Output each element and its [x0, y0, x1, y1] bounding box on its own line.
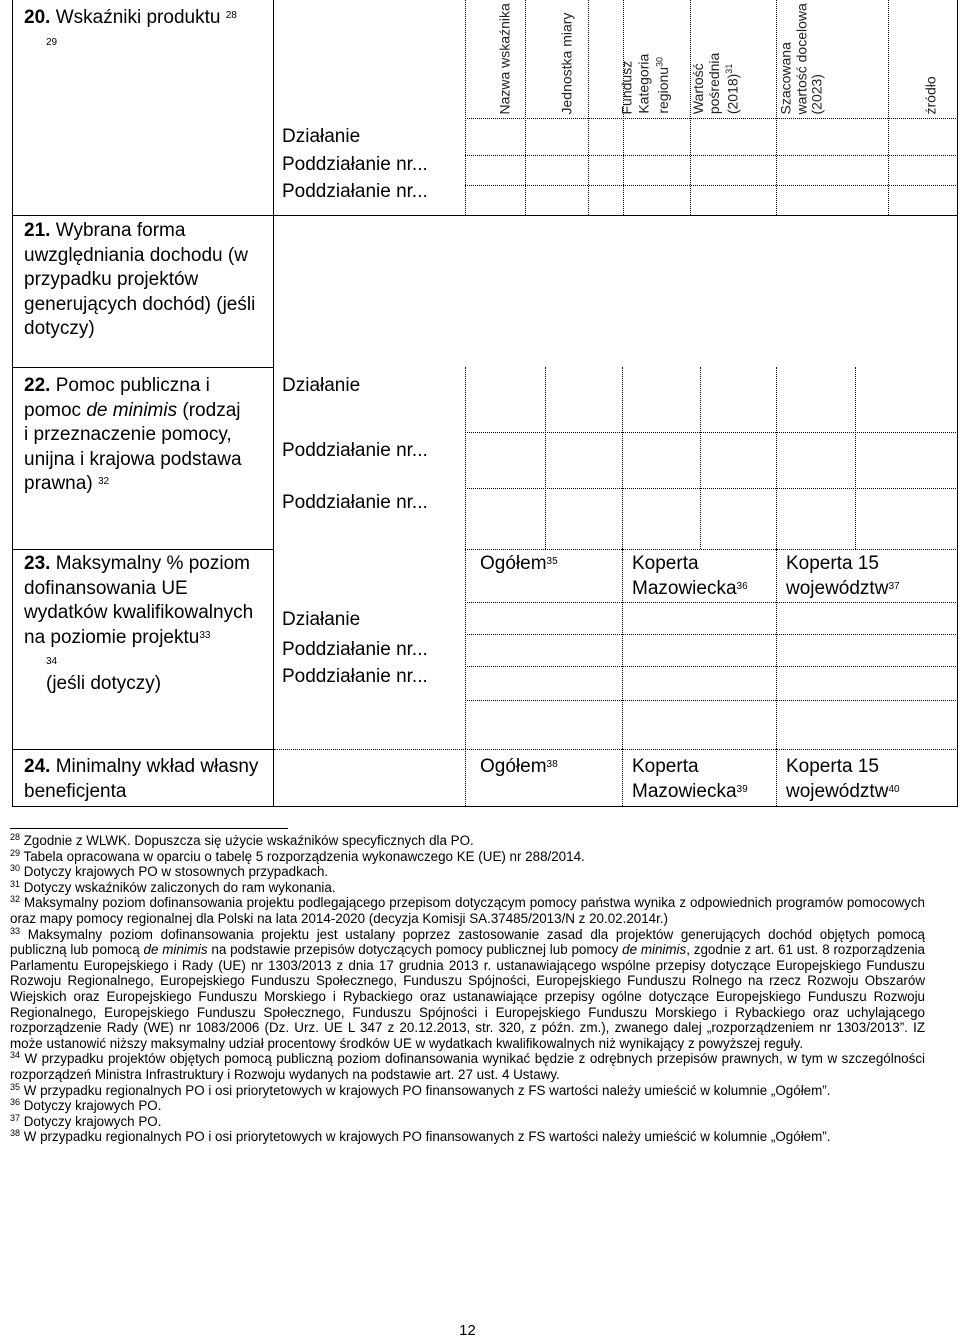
section-22-title: 22. Pomoc publiczna i pomoc de minimis (rodzaj i przeznaczenie pomocy, unijna i krajowa podstawa prawna) $^{32}$ [24, 375, 242, 494]
row24-ogolem: Ogółem$^{38}$ [480, 756, 558, 777]
footnote-29: $^{29}$ Tabela opracowana w oparciu o tabelę 5 rozporządzenia wykonawczego KE (UE) nr 288/2014. [10, 847, 585, 864]
footnote-37: $^{37}$ Dotyczy krajowych PO. [10, 1112, 162, 1129]
col-header-jednostka: Jednostka miary [558, 12, 575, 114]
grid-line [465, 549, 466, 749]
grid-line [622, 367, 623, 549]
footnote-34: $^{34}$ W przypadku projektów objętych pomocą publiczną poziom dofinansowania wynikać będzie z odrębnych przepisów prawnych, w tym w szczególności rozporządzeń Ministra Infrastruktury i Rozwoju wydanych na podstawie art. 27 ust. 4 Ustawy. [10, 1050, 925, 1082]
grid-line [465, 432, 958, 433]
row23-koperta-15: Koperta 15 województw$^{37}$ [786, 553, 900, 599]
grid-line [465, 185, 958, 186]
grid-line [855, 367, 856, 549]
row24-koperta-mazowiecka: Koperta Mazowiecka$^{39}$ [632, 756, 748, 802]
grid-line [545, 367, 546, 549]
grid-line [623, 0, 624, 215]
row23-ogolem: Ogółem$^{35}$ [480, 553, 558, 574]
grid-line [465, 155, 958, 156]
footnote-28: $^{28}$ Zgodnie z WLWK. Dopuszcza się użycie wskaźników specyficznych dla PO. [10, 832, 474, 848]
grid-line [525, 0, 526, 215]
poddzialanie-label: Poddziałanie nr... [282, 492, 428, 513]
poddzialanie-label: Poddziałanie nr... [282, 153, 428, 175]
grid-line [465, 549, 958, 550]
section-24-title: 24. Minimalny wkład własny beneficjenta [24, 756, 259, 802]
section-20-title: 20. Wskaźniki produktu $^{28}$ 29 [24, 6, 264, 49]
footnote-30: $^{30}$ Dotyczy krajowych PO w stosownych przypadkach. [10, 863, 329, 880]
grid-line [622, 749, 623, 806]
grid-line [776, 0, 777, 215]
grid-line [465, 118, 958, 119]
row-sep-22 [12, 549, 274, 550]
footnote-38: $^{38}$ W przypadku regionalnych PO i osi priorytetowych w krajowych PO finansowanych z FS wartości należy umieścić w kolumnie „Ogółem”. [10, 1128, 831, 1145]
row23-koperta-mazowiecka: Koperta Mazowiecka$^{36}$ [632, 553, 748, 599]
row-sep-20 [12, 215, 958, 216]
row24-koperta-15: Koperta 15 województw$^{40}$ [786, 756, 900, 802]
grid-line [465, 749, 466, 806]
col-header-szacowana: Szacowana wartość docelowa (2023) [777, 2, 825, 114]
grid-line [465, 666, 958, 667]
grid-line [888, 0, 889, 215]
poddzialanie-label: Poddziałanie nr... [282, 638, 428, 660]
section-23-title: 23. Maksymalny % poziom dofinansowania UE wydatków kwalifikowalnych na poziomie projektu$^{33}$ 34 (jeśli dotyczy) [24, 552, 264, 697]
footnote-31: $^{31}$ Dotyczy wskaźników zaliczonych do ram wykonania. [10, 878, 336, 895]
page-number: 12 [459, 1322, 476, 1339]
footnote-32: $^{32}$ Maksymalny poziom dofinansowania projektu podlegającego przepisom dotyczącym pomocy państwa wynika z odpowiednich programów pomocowych oraz mapy pomocy regionalnej dla Polski na lata 2014-2020 (decyzja Komisji SA.37485/2013/N z 20.02.2014r.) [10, 894, 925, 926]
section-23-tail: (jeśli dotyczy) [46, 673, 162, 694]
dzialanie-label: Działanie [282, 609, 361, 630]
grid-line [588, 0, 589, 215]
col-header-kategoria: Kategoria regionu$^{30}$ [635, 54, 671, 114]
dzialanie-block-22 [282, 374, 428, 516]
grid-line [465, 700, 958, 701]
section-23-footref: 34 [46, 656, 58, 667]
grid-line [690, 0, 691, 215]
section-21-title: 21. Wybrana forma uwzględniania dochodu (w przypadku projektów generujących dochód) (jeśli dotyczy) [24, 220, 256, 339]
row-sep-23 [12, 749, 274, 750]
dzialanie-label: Działanie [282, 126, 361, 147]
footnote-33: $^{33}$ Maksymalny poziom dofinansowania projektu jest ustalany poprzez zastosowanie zasad dla projektów generujących dochód objętych pomocą publiczną lub pomocą de minimis na podstawie przepisów dotyczących pomocy publicznej lub pomocy de minimis, zgodnie z art. 61 ust. 8 rozporządzenia Parlamentu Europejskiego i Rady (UE) nr 1303/2013 z dnia 17 grudnia 2013 r. ustanawiającego wspólne przepisy dotyczące Europejskiego Funduszu Rozwoju Regionalnego, Europejskiego Funduszu Społecznego, Funduszu Spójności, Europejskiego Funduszu Rolnego na rzecz Rozwoju Obszarów Wiejskich oraz Europejskiego Funduszu Morskiego i Rybackiego oraz ustanawiające przepisy ogólne dotyczące Europejskiego Funduszu Rozwoju Regionalnego, Europejskiego Funduszu Społecznego, Funduszu Spójności i Europejskiego Funduszu Morskiego i Rybackiego oraz uchylającego rozporządzenie Rady (WE) nr 1083/2006 (Dz. Urz. UE L 347 z 20.12.2013, str. 320, z późn. zm.), zwanego dalej „rozporządzeniem nr 1303/2013”. IZ może ustanowić niższy maksymalny udział procentowy środków UE w wydatkach kwalifikowalnych niż wynikający z powyższej reguły. [10, 925, 925, 1051]
poddzialanie-label: Poddziałanie nr... [282, 666, 428, 687]
col-header-fundusz: Fundusz [618, 60, 635, 114]
footnote-separator [10, 828, 288, 829]
grid-line [465, 0, 466, 215]
col-header-zrodlo: źródło [922, 75, 939, 114]
grid-line [465, 488, 958, 489]
grid-line [776, 367, 777, 549]
header-columns [465, 0, 958, 118]
section-20-footref: 29 [46, 36, 58, 48]
dzialanie-block-20 [282, 125, 428, 205]
row-sep-24b [274, 749, 958, 750]
footnote-36: $^{36}$ Dotyczy krajowych PO. [10, 1097, 162, 1114]
col-header-wartosc-posrednia: Wartość pośrednia $(2018)^{31}$ [689, 52, 741, 114]
dzialanie-label: Działanie [282, 375, 361, 396]
grid-line [465, 634, 958, 635]
poddzialanie-label: Poddziałanie nr... [282, 181, 428, 202]
grid-line [700, 367, 701, 549]
grid-line [465, 367, 466, 549]
grid-line [622, 549, 623, 749]
col-header-nazwa: Nazwa wskaźnika [496, 2, 513, 114]
footnotes [10, 833, 925, 1145]
footnote-35: $^{35}$ W przypadku regionalnych PO i osi priorytetowych w krajowych PO finansowanych z FS wartości należy umieścić w kolumnie „Ogółem”. [10, 1081, 831, 1098]
grid-line [465, 602, 958, 603]
row-sep-21 [12, 367, 274, 368]
poddzialanie-label: Poddziałanie nr... [282, 439, 428, 461]
dzialanie-block-23 [282, 608, 428, 690]
